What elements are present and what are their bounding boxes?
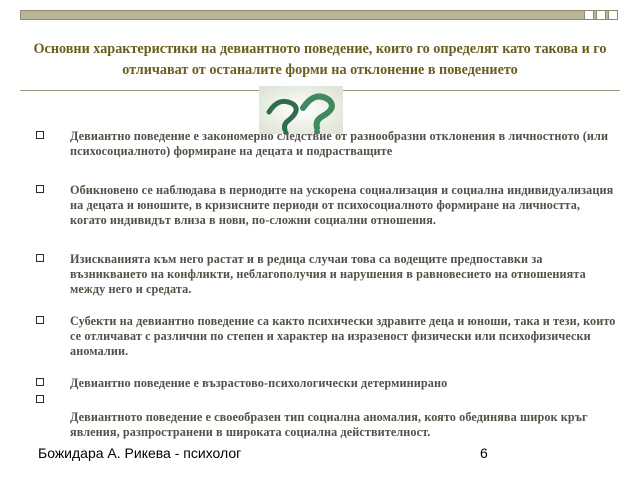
bullet-text: Девиантно поведение е възрастово-психологически детерминирано bbox=[70, 376, 448, 390]
square-bullet-icon bbox=[36, 378, 44, 386]
square-bullet-icon bbox=[36, 185, 44, 193]
corner-square bbox=[596, 10, 606, 20]
square-bullet-icon bbox=[36, 316, 44, 324]
bullet-text: Обикновено се наблюдава в периодите на ускорена социализация и социална индивидуализация на децата и юношите, в кризисните периоди от психосоциалното формиране на личността, когато индивидът влиза в нови, по-сложни социални отношения. bbox=[70, 183, 614, 227]
corner-squares bbox=[582, 10, 618, 20]
bullet-text: Субекти на девиантно поведение са както психически здравите деца и юноши, така и тези, които се отличават с различни по степен и характер на изразеност физически или психофизически аномалии. bbox=[70, 314, 616, 358]
square-bullet-icon bbox=[36, 254, 44, 262]
corner-square bbox=[608, 10, 618, 20]
bullet-text: Изискванията към него растат и в редица случаи това са водещите предпоставки за възникването на конфликти, неблагополучия и нарушения в равновесието на отношенията между него и средата. bbox=[70, 252, 586, 296]
bullet-text: Девиантното поведение е своеобразен тип социална аномалия, която обединява широк кръг явления, разпространени в широката социална действителност. bbox=[70, 410, 588, 439]
slide-title: Основни характеристики на девиантното поведение, които го определят като такова и го отличават от останалите форми на отклонение в поведението bbox=[33, 41, 607, 78]
top-decorative-bar bbox=[20, 10, 618, 20]
footer-author: Божидара А. Рикева - психолог bbox=[38, 445, 242, 461]
question-mark-image bbox=[259, 86, 343, 134]
page-number: 6 bbox=[480, 445, 488, 461]
square-bullet-icon bbox=[36, 395, 44, 403]
square-bullet-icon bbox=[36, 131, 44, 139]
corner-square bbox=[584, 10, 594, 20]
bullet-text: Девиантно поведение е закономерно следствие от разнообразни отклонения в личностното (или психосоциалното) формиране на децата и подрастващите bbox=[70, 129, 609, 158]
